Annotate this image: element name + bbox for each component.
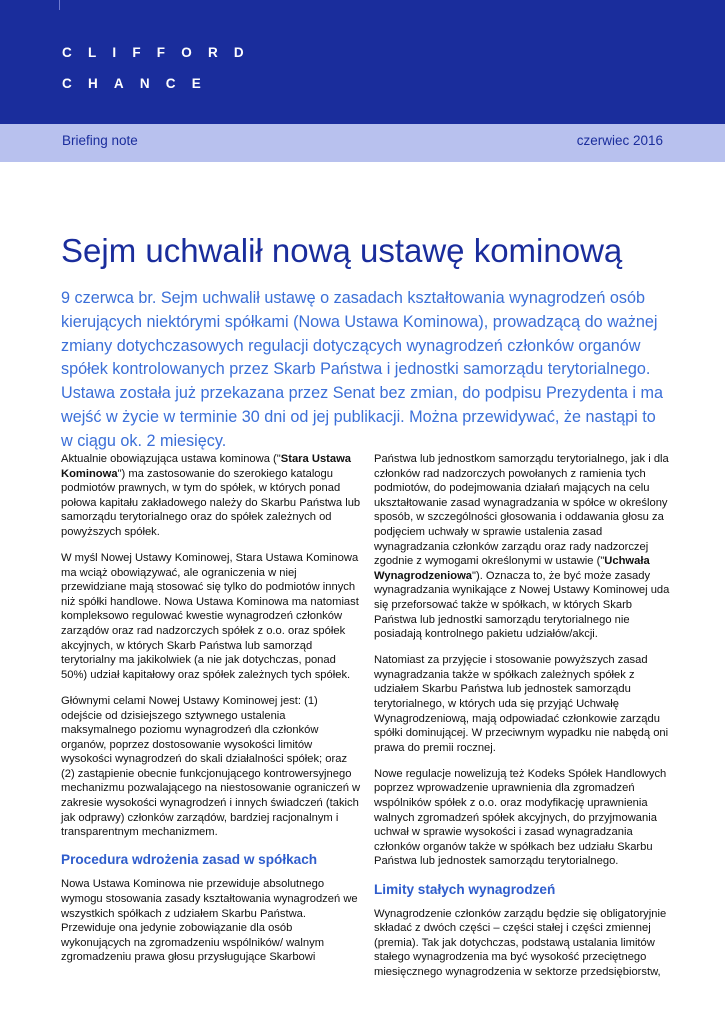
logo-line-1: CLIFFORD (62, 45, 260, 60)
right-paragraph-1 (374, 452, 674, 642)
crop-mark (59, 0, 60, 10)
clifford-chance-logo (62, 37, 260, 99)
briefing-bar (0, 124, 725, 162)
text-span: ") ma zastosowanie do szerokiego katalogu podmiotów prawnych, w tym do spółek, w których ponad połowa kapitału zakładowego należy do Skarbu Państwa lub samorządu terytorialnego oraz do spółek zależnych od powyższych spółek. (61, 467, 361, 538)
text-span: Państwa lub jednostkom samorządu terytorialnego, jak i dla członków rad nadzorczych powołanych z ramienia tych podmiotów, do podejmowania działań mających na celu ukształtowanie zasad wynagradzania w spółce w określony sposób, w szczególności głosowania i oddawania głosu za podjęciem uchwały w sprawie ustalenia zasad wynagradzania członków zarządu oraz rady nadzorczej zgodnie z wymogami określonymi w ustawie (" (374, 453, 669, 568)
document-type: Briefing note (62, 133, 138, 148)
section-heading: Procedura wdrożenia zasad w spółkach (61, 852, 318, 868)
page-title: Sejm uchwalił nową ustawę kominową (61, 232, 623, 269)
text-span: Aktualnie obowiązująca ustawa kominowa (" (61, 453, 281, 465)
left-paragraph-2: W myśl Nowej Ustawy Kominowej, Stara Ustawa Kominowa ma wciąż obowiązywać, ale ograniczenia w niej przewidziane mają stosować się tylko do podmiotów innych niż spółki handlowe. Nowa Ustawa Kominowa ma natomiast kompleksowo regulować kwestie wynagrodzeń członków zarządów oraz rad nadzorczych spółek z o.o. oraz spółek akcyjnych, w których Skarb Państwa lub samorząd terytorialny ma jakikolwiek (a nie jak dotychczas, ponad 50%) udział kapitałowy oraz spółek zależnych tych spółek. (61, 552, 359, 681)
section-heading: Limity stałych wynagrodzeń (374, 881, 556, 897)
header-banner (0, 0, 725, 124)
logo-line-2: CHANCE (62, 76, 217, 91)
defined-term: Stara Ustawa Kominowa (61, 453, 352, 480)
right-paragraph-4: Wynagrodzenie członków zarządu będzie się obligatoryjnie składać z dwóch części – części stałej i części zmiennej (premia). Tak jak dotychczas, podstawą ustalania limitów stałego wynagrodzenia ma być wysokość przeciętnego miesięcznego wynagrodzenia w sektorze przedsiębiorstw, (374, 907, 667, 978)
left-paragraph-1 (61, 452, 361, 540)
left-paragraph-4: Nowa Ustawa Kominowa nie przewiduje absolutnego wymogu stosowania zasady kształtowania wynagrodzeń we wszystkich spółkach z udziałem Skarbu Państwa. Przewiduje ona jedynie zobowiązanie dla osób wykonujących na zgromadzeniu wspólników/ walnym zgromadzeniu prawa głosu przysługujące Skarbowi (61, 878, 358, 964)
lead-paragraph: 9 czerwca br. Sejm uchwalił ustawę o zasadach kształtowania wynagrodzeń osób kierujących niektórymi spółkami (Nowa Ustawa Kominowa), prowadzącą do ważnej zmiany dotychczasowych regulacji dotyczących wynagrodzeń członków organów spółek kontrolowanych przez Skarb Państwa i jednostki samorządu terytorialnego. Ustawa została już przekazana przez Senat bez zmian, do podpisu Prezydenta i ma wejść w życie w terminie 30 dni od jej publikacji. Można przewidywać, że nastąpi to w ciągu ok. 2 miesięcy. (61, 289, 663, 450)
text-span: "). Oznacza to, że być może zasady wynagradzania wynikające z Nowej Ustawy Kominowej uda się przeforsować także w spółkach, w których Skarb Państwa lub jednostki samorządu terytorialnego nie posiadają kontrolnego pakietu udziałów/akcji. (374, 569, 670, 641)
right-paragraph-3: Nowe regulacje nowelizują też Kodeks Spółek Handlowych poprzez wprowadzenie uprawnienia dla zgromadzeń wspólników spółek z o.o. oraz modyfikację uprawnienia walnych zgromadzeń spółek akcyjnych, do przyjmowania uchwał w sprawie wysokości i zasad wynagradzania członków organów także w spółkach bez udziału Skarbu Państwa lub jednostek samorządu terytorialnego. (374, 767, 667, 868)
defined-term: Uchwała Wynagrodzeniowa (374, 555, 650, 582)
right-column (374, 452, 674, 991)
left-paragraph-3: Głównymi celami Nowej Ustawy Kominowej jest: (1) odejście od dzisiejszego sztywnego ustalenia maksymalnego poziomu wynagrodzeń dla członków organów, poprzez dostosowanie wysokości limitów wysokości wynagrodzeń do skali działalności spółek; oraz (2) zastąpienie obecnie funkcjonującego kontrowersyjnego mechanizmu pozwalającego na niestosowanie ograniczeń w zakresie wysokości wynagrodzeń i innych świadczeń (takich jak odprawy) członków zarządów, bardziej racjonalnym i transparentnym mechanizmem. (61, 694, 361, 839)
right-paragraph-2: Natomiast za przyjęcie i stosowanie powyższych zasad wynagradzania także w spółkach zależnych spółek z udziałem Skarbu Państwa lub jednostek samorządu terytorialnego, w których uda się przyjąć Uchwałę Wynagrodzeniową, mają odpowiadać członkowie zarządu spółki dominującej. W przeciwnym wypadku nie nabędą oni prawa do premii rocznej. (374, 654, 669, 754)
document-date: czerwiec 2016 (576, 133, 663, 148)
left-column (61, 452, 361, 976)
